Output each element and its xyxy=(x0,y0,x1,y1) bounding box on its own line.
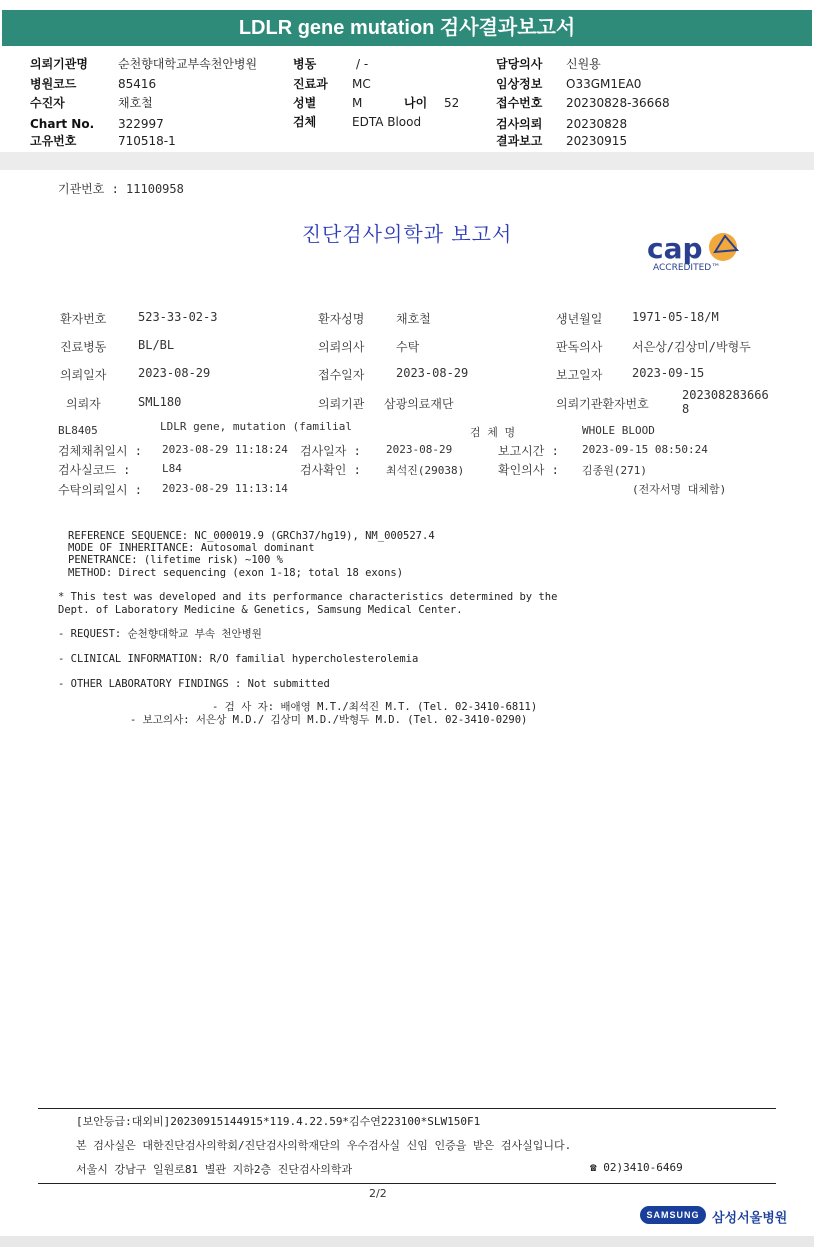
grid-value: 1971-05-18/M xyxy=(632,310,719,324)
clinical-info-label: 임상정보 xyxy=(496,77,543,91)
grid-value: 2023-08-29 xyxy=(138,366,211,380)
specimen-label: 검체 xyxy=(293,115,317,129)
row-label: 검사일자 : xyxy=(300,444,361,458)
institution-label: 의뢰기관명 xyxy=(30,57,88,71)
reporter-line: - 보고의사: 서은상 M.D./ 김상미 M.D./박형두 M.D. (Tel. 02-3410-0290) xyxy=(130,714,528,726)
grid-label: 의뢰일자 xyxy=(60,368,107,382)
row-label: 검사확인 : xyxy=(300,463,361,477)
security-line: [보안등급:대외비]20230915144915*119.4.22.59*김수연223100*SLW150F1 xyxy=(76,1115,481,1128)
grid-value: BL/BL xyxy=(138,338,175,352)
age-label: 나이 xyxy=(404,96,428,110)
grid-label: 접수일자 xyxy=(318,368,365,382)
grid-label: 의뢰의사 xyxy=(318,340,365,354)
receipt-no-value: 20230828-36668 xyxy=(566,96,670,110)
specimen-name: WHOLE BLOOD xyxy=(582,424,655,437)
grid-value: SML180 xyxy=(138,395,182,409)
row-value: 김종원(271) xyxy=(582,464,647,477)
row-value: 최석진(29038) xyxy=(386,464,465,477)
hospital-code-label: 병원코드 xyxy=(30,77,77,91)
institution-number: 기관번호 : 11100958 xyxy=(58,182,184,196)
request-date-value: 20230828 xyxy=(566,117,628,131)
institution-value: 순천향대학교부속천안병원 xyxy=(118,57,258,71)
grid-label: 환자성명 xyxy=(318,312,365,326)
tester-line: - 검 사 자: 배애영 M.T./최석진 M.T. (Tel. 02-3410-6811) xyxy=(212,701,538,713)
row-value: 2023-08-29 11:13:14 xyxy=(162,482,288,495)
chart-no-value: 322997 xyxy=(118,117,164,131)
row-label: 검체채취일시 : xyxy=(58,444,143,458)
note-line: Dept. of Laboratory Medicine & Genetics, Samsung Medical Center. xyxy=(58,604,463,616)
grid-value: 8 xyxy=(682,402,690,416)
specimen-value: EDTA Blood xyxy=(352,115,422,129)
grid-label: 생년월일 xyxy=(556,312,603,326)
grid-label: 의뢰기관환자번호 xyxy=(556,397,649,411)
report-header: LDLR gene mutation 검사결과보고서 xyxy=(2,10,812,46)
sex-label: 성별 xyxy=(293,96,317,110)
grid-value: 수탁 xyxy=(396,340,420,354)
dept-value: MC xyxy=(352,77,371,91)
svg-text:cap: cap xyxy=(647,232,703,265)
grid-value: 서은상/김상미/박형두 xyxy=(632,340,751,354)
ward-label: 병동 xyxy=(293,57,317,71)
row-label: 확인의사 : xyxy=(498,463,559,477)
bottom-band xyxy=(0,1236,814,1247)
grid-label: 환자번호 xyxy=(60,312,107,326)
grid-label: 보고일자 xyxy=(556,368,603,382)
page-number: 2/2 xyxy=(369,1187,387,1200)
doctor-label: 담당의사 xyxy=(496,57,543,71)
e-signature-note: (전자서명 대체함) xyxy=(632,483,727,496)
row-value: 2023-09-15 08:50:24 xyxy=(582,443,708,456)
hospital-logo-text: 삼성서울병원 xyxy=(712,1211,788,1226)
cert-line: 본 검사실은 대한진단검사의학회/진단검사의학재단의 우수검사실 신임 인증을 받은 검사실입니다. xyxy=(76,1139,572,1152)
ward-value: / - xyxy=(356,57,369,71)
grid-value: 2023-08-29 xyxy=(396,366,469,380)
report-title: 진단검사의학과 보고서 xyxy=(301,222,513,246)
unique-no-label: 고유번호 xyxy=(30,134,77,148)
grid-label: 판독의사 xyxy=(556,340,603,354)
footer-rule-bottom xyxy=(38,1183,776,1184)
samsung-logo: SAMSUNG xyxy=(640,1206,706,1224)
unique-no-value: 710518-1 xyxy=(118,134,176,148)
body-line: MODE OF INHERITANCE: Autosomal dominant xyxy=(68,542,315,554)
grid-label: 의뢰자 xyxy=(66,397,101,411)
row-label: 수탁의뢰일시 : xyxy=(58,483,143,497)
row-value: 2023-08-29 xyxy=(386,443,453,456)
clinical-line: - CLINICAL INFORMATION: R/O familial hypercholesterolemia xyxy=(58,653,419,665)
note-line: * This test was developed and its performance characteristics determined by the xyxy=(58,591,558,603)
body-line: METHOD: Direct sequencing (exon 1-18; total 18 exons) xyxy=(68,567,404,579)
body-line: PENETRANCE: (lifetime risk) ~100 % xyxy=(68,554,283,566)
test-code: BL8405 xyxy=(58,424,98,437)
grid-value: 2023-09-15 xyxy=(632,366,705,380)
receipt-no-label: 접수번호 xyxy=(496,96,543,110)
sex-value: M xyxy=(352,96,363,110)
body-line: REFERENCE SEQUENCE: NC_000019.9 (GRCh37/hg19), NM_000527.4 xyxy=(68,530,435,542)
phone-line: ☎ 02)3410-6469 xyxy=(590,1161,683,1174)
specimen-name-label: 검 체 명 xyxy=(470,426,516,439)
grid-label: 의뢰기관 xyxy=(318,397,365,411)
result-date-label: 결과보고 xyxy=(496,134,543,148)
svg-text:ACCREDITED™: ACCREDITED™ xyxy=(653,263,721,273)
separator-band xyxy=(0,152,814,170)
result-date-value: 20230915 xyxy=(566,134,628,148)
request-date-label: 검사의뢰 xyxy=(496,117,543,131)
grid-label: 진료병동 xyxy=(60,340,107,354)
test-name: LDLR gene, mutation (familial xyxy=(160,420,353,433)
patient-label: 수진자 xyxy=(30,96,65,110)
patient-value: 채호철 xyxy=(118,96,153,110)
footer-rule-top xyxy=(38,1108,776,1109)
top-border xyxy=(0,0,814,8)
chart-no-label: Chart No. xyxy=(30,117,95,131)
grid-value: 523-33-02-3 xyxy=(138,310,218,324)
row-label: 보고시간 : xyxy=(498,444,559,458)
grid-value: 삼광의료재단 xyxy=(384,397,454,411)
dept-label: 진료과 xyxy=(293,77,328,91)
grid-value: 채호철 xyxy=(396,312,431,326)
clinical-info-value: O33GM1EA0 xyxy=(566,77,642,91)
row-label: 검사실코드 : xyxy=(58,463,131,477)
other-findings-line: - OTHER LABORATORY FINDINGS : Not submitted xyxy=(58,678,330,690)
row-value: 2023-08-29 11:18:24 xyxy=(162,443,288,456)
address-line: 서울시 강남구 일원로81 별관 지하2층 진단검사의학과 xyxy=(76,1163,353,1176)
grid-value: 202308283666 xyxy=(682,388,769,402)
doctor-value: 신원용 xyxy=(566,57,601,71)
request-line: - REQUEST: 순천향대학교 부속 천안병원 xyxy=(58,628,262,640)
age-value: 52 xyxy=(444,96,460,110)
row-value: L84 xyxy=(162,462,182,475)
hospital-code-value: 85416 xyxy=(118,77,157,91)
cap-accredited-logo xyxy=(645,228,755,274)
